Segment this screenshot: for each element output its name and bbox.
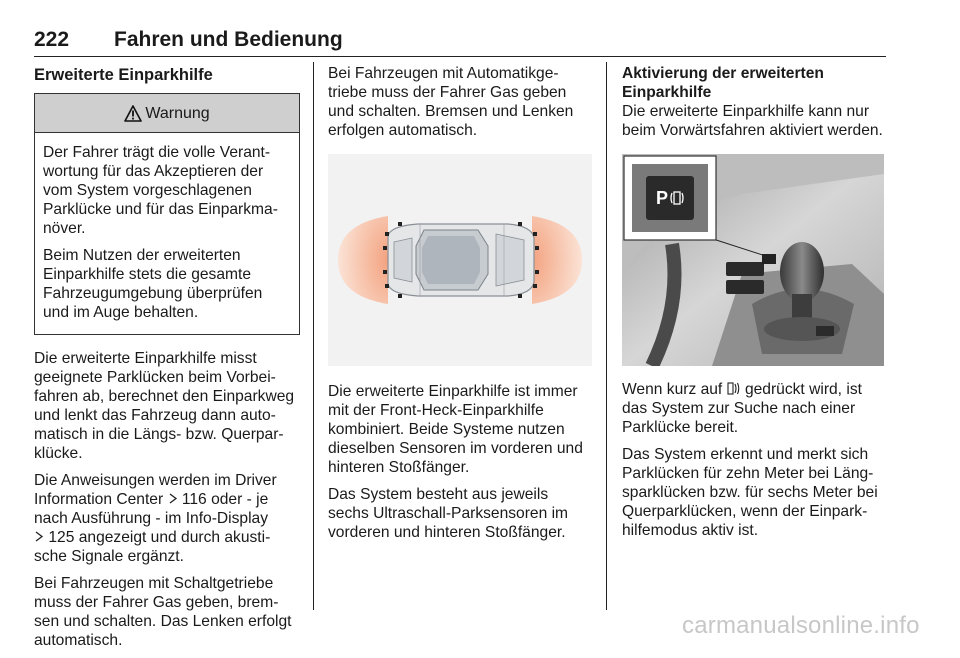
section-title: Erweiterte Einparkhilfe <box>34 66 213 84</box>
warning-text: Beim Nutzen der erweiterten Einparkhilfe stets die gesamte Fahrzeugumgebung überprüfen und im Auge behalten. <box>43 247 263 321</box>
column-1 <box>34 64 300 658</box>
column-divider <box>313 62 314 610</box>
body-paragraph: Wenn kurz auf gedrückt wird, ist das System zur Suche nach einer Parklücke bereit. <box>622 381 862 436</box>
parking-assist-icon <box>727 382 741 395</box>
center-console-illustration <box>622 154 884 366</box>
body-paragraph: Das System besteht aus jeweils sechs Ultraschall-Parksensoren im vorderen und hinteren Stoßfänger. <box>328 486 569 541</box>
watermark: carmanualsonline.info <box>682 612 920 639</box>
column-2 <box>328 64 592 550</box>
body-paragraph: Bei Fahrzeugen mit Schaltgetriebe muss der Fahrer Gas geben, brem-sen und schalten. Das Lenken erfolgt automatisch. <box>34 575 292 649</box>
warning-header <box>35 94 299 133</box>
column-3 <box>622 64 888 548</box>
body-paragraph: Bei Fahrzeugen mit Automatikge-triebe muss der Fahrer Gas geben und schalten. Bremsen und Lenken erfolgen automatisch. <box>328 65 574 139</box>
chapter-title: Fahren und Bedienung <box>114 28 343 51</box>
warning-heading: Warnung <box>145 104 210 122</box>
page-reference[interactable]: 125 <box>34 529 79 546</box>
warning-triangle-icon <box>124 105 142 122</box>
page-reference[interactable]: 116 <box>168 491 212 508</box>
column-divider <box>606 62 607 610</box>
warning-box <box>34 93 300 335</box>
warning-text: Der Fahrer trägt die volle Verant-wortung für das Akzeptieren der vom System vorgeschlagenen Parklücke und für das Einparkma-növer. <box>43 144 278 237</box>
subsection-title: Aktivierung der erweiterten Einparkhilfe <box>622 65 824 101</box>
sensor-coverage-illustration <box>328 154 592 366</box>
console-photo <box>622 154 884 366</box>
body-paragraph: Das System erkennt und merkt sich Parklücken für zehn Meter bei Läng-sparklücken bzw. für sechs Meter bei Querparklücken, wenn der Einpark-hilfemodus aktiv ist. <box>622 446 878 539</box>
car-sensor-diagram <box>328 154 592 366</box>
body-paragraph: Die erweiterte Einparkhilfe ist immer mit der Front-Heck-Einparkhilfe kombiniert. Beide Systeme nutzen dieselben Sensoren im vorderen und hinteren Stoßfänger. <box>328 383 583 476</box>
reference-arrow-icon <box>168 493 178 504</box>
body-paragraph: Die Anweisungen werden im Driver Information Center 116 oder - je nach Ausführung - im Info-Display 125 angezeigt und durch akusti-sche Signale ergänzt. <box>34 472 277 565</box>
reference-arrow-icon <box>34 531 44 542</box>
warning-body <box>35 133 299 334</box>
body-paragraph: Die erweiterte Einparkhilfe kann nur beim Vorwärtsfahren aktiviert werden. <box>622 103 883 139</box>
body-paragraph: Die erweiterte Einparkhilfe misst geeignete Parklücken beim Vorbei-fahren ab, berechnet den Einparkweg und lenkt das Fahrzeug dann auto-matisch in die Längs- bzw. Querpar-klücke. <box>34 350 295 462</box>
parking-button-label: P <box>655 188 669 208</box>
page-number: 222 <box>34 28 70 51</box>
page-header <box>34 26 886 57</box>
